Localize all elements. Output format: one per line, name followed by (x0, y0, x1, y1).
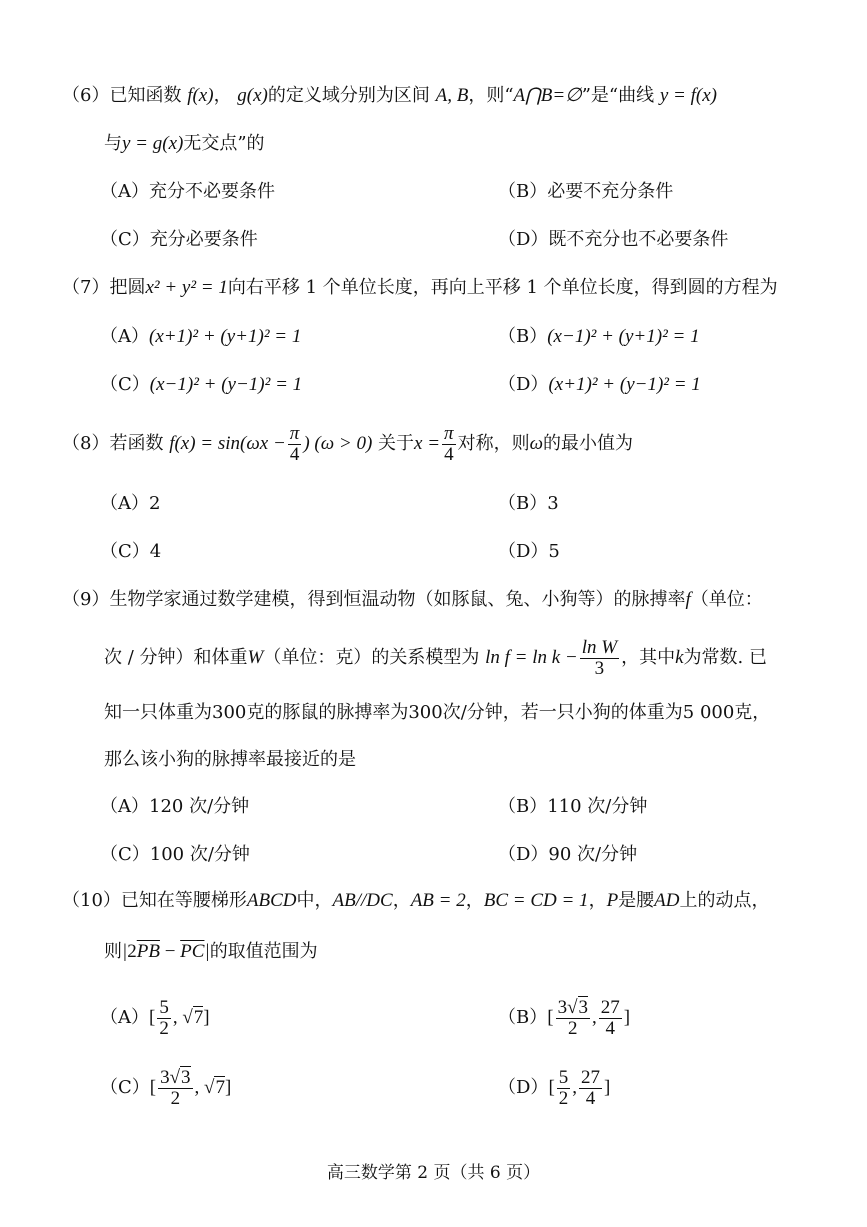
q6-option-a: （A）充分不必要条件 (100, 181, 275, 202)
intersection-condition: A⋂B=∅ (513, 85, 582, 106)
q8-number: （8） (62, 433, 110, 454)
q6-option-d: （D）既不充分也不必要条件 (498, 229, 729, 250)
q9-option-b: （B）110 次/分钟 (498, 796, 648, 817)
q6-option-c: （C）充分必要条件 (100, 229, 258, 250)
q9-number: （9） (62, 589, 110, 610)
q9-stem-line3: 知一只体重为300克的豚鼠的脉搏率为300次/分钟，若一只小狗的体重为5 000克， (104, 702, 771, 723)
q7-option-d: （D）(x+1)² + (y−1)² = 1 (498, 374, 701, 395)
q6-option-b: （B）必要不充分条件 (498, 181, 674, 202)
g-of-x: g(x) (237, 85, 268, 106)
q7-option-c: （C）(x−1)² + (y−1)² = 1 (100, 374, 303, 395)
q6-stem-line2: 与y = g(x)无交点”的 (104, 133, 265, 154)
q6-stem-line1: （6）已知函数 f(x)， g(x)的定义域分别为区间 A, B，则“A⋂B=∅”是“曲线 y = f(x) (62, 85, 717, 106)
q6-number: （6） (62, 85, 110, 106)
q10-number: （10） (62, 890, 121, 911)
five-halves-fraction: $\frac{5}{2}$ (159, 996, 169, 1039)
q8-option-c: （C）4 (100, 541, 162, 562)
q10-option-d: （D）[ $\frac{5}{2}$ , $\frac{27}{4}$ ] (498, 1066, 611, 1109)
q8-option-d: （D）5 (498, 541, 560, 562)
page-footer: 高三数学第 2 页（共 6 页） (326, 1163, 541, 1183)
q9-stem-line2: 次 / 分钟）和体重W（单位：克）的关系模型为 ln f = ln k − $\frac{\text{ln W}}{3}$ ，其中k为常数. 已 (104, 636, 767, 679)
three-root-three-halves-fraction: $\frac{3√3}{2}$ (557, 996, 588, 1039)
pi-over-4-fraction: $\frac{\pi}{4}$ (289, 422, 300, 465)
q9-stem-line4: 那么该小狗的脉搏率最接近的是 (104, 749, 356, 770)
f-of-x: f(x) (187, 85, 214, 106)
twentyseven-quarters-fraction-d: $\frac{27}{4}$ (581, 1066, 601, 1109)
q8-stem: （8）若函数 f(x) = sin(ωx − $\frac{\pi}{4}$ ) (ω > 0) 关于x = $\frac{\pi}{4}$ 对称，则ω的最小值为 (62, 422, 633, 465)
q7-number: （7） (62, 277, 110, 298)
q10-option-c: （C）[ $\frac{3√3}{2}$ , √7] (100, 1066, 232, 1109)
five-halves-fraction-d: $\frac{5}{2}$ (558, 1066, 569, 1109)
q9-stem-line1: （9）生物学家通过数学建模，得到恒温动物（如豚鼠、兔、小狗等）的脉搏率f（单位： (62, 589, 763, 610)
q7-option-a: （A）(x+1)² + (y+1)² = 1 (100, 326, 302, 347)
q7-option-b: （B）(x−1)² + (y+1)² = 1 (498, 326, 700, 347)
q10-stem-line1: （10）已知在等腰梯形ABCD中，AB//DC，AB = 2，BC = CD = 1，P是腰AD上的动点， (62, 890, 770, 911)
q10-option-b: （B）[ $\frac{3√3}{2}$ , $\frac{27}{4}$ ] (498, 996, 631, 1039)
q9-option-c: （C）100 次/分钟 (100, 844, 250, 865)
lnW-over-3-fraction: $\frac{\text{ln W}}{3}$ (581, 636, 618, 679)
vector-expression: $|2\overline{PB} - \overline{PC}|$ (122, 941, 210, 962)
q9-option-a: （A）120 次/分钟 (100, 796, 250, 817)
pi-over-4-fraction-2: $\frac{\pi}{4}$ (444, 422, 454, 465)
q8-option-b: （B）3 (498, 493, 559, 514)
q7-stem: （7）把圆x² + y² = 1向右平移 1 个单位长度，再向上平移 1 个单位长度，得到圆的方程为 (62, 277, 778, 298)
q8-option-a: （A）2 (100, 493, 161, 514)
q9-option-d: （D）90 次/分钟 (498, 844, 638, 865)
three-root-three-halves-fraction-c: $\frac{3√3}{2}$ (160, 1066, 191, 1109)
q10-option-a: （A）[ $\frac{5}{2}$ , √7] (100, 996, 210, 1039)
twentyseven-quarters-fraction: $\frac{27}{4}$ (600, 996, 620, 1039)
q10-stem-line2: 则$|2\overline{PB} - \overline{PC}|$的取值范围为 (104, 941, 318, 962)
